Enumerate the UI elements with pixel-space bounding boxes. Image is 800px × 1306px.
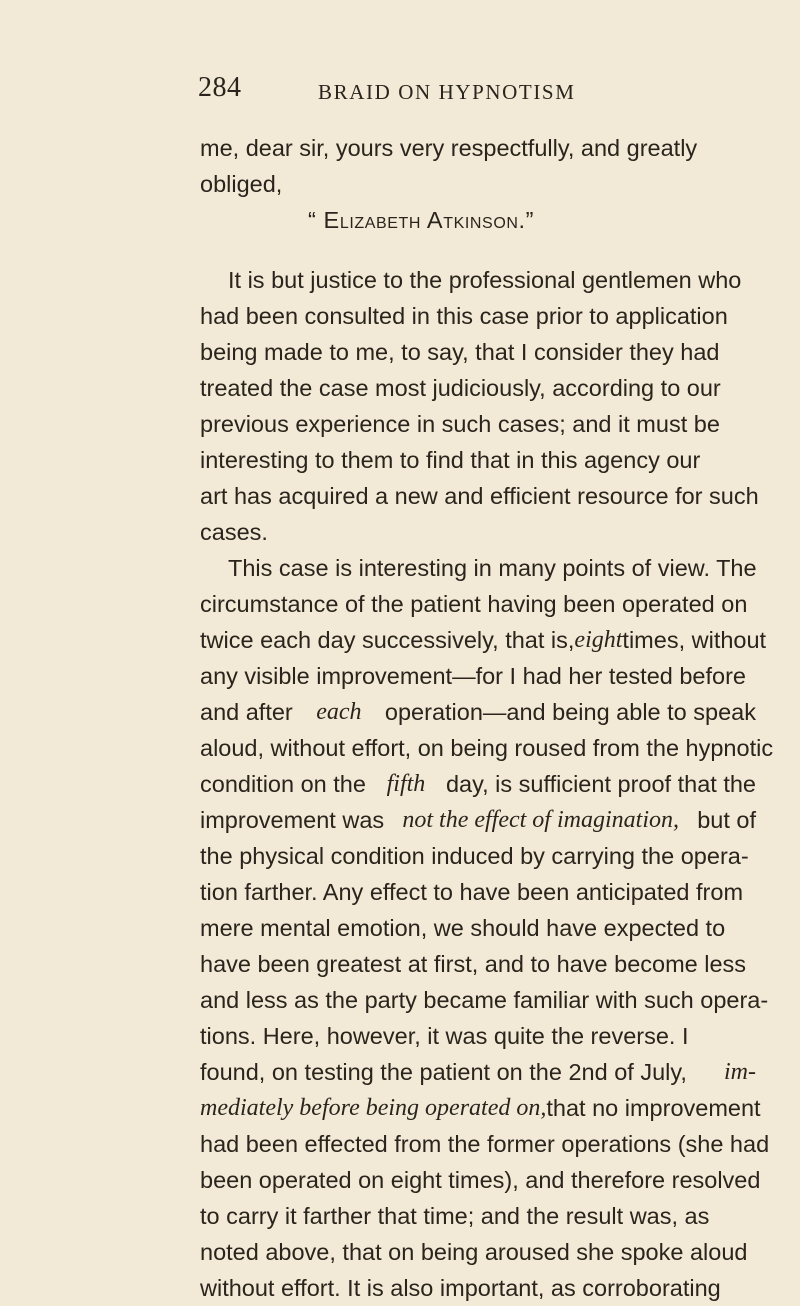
text-line: noted above, that on being aroused she spoke aloud: [200, 1239, 748, 1265]
text-line: It is but justice to the professional gentlemen who: [228, 267, 742, 293]
text-run: and after: [200, 699, 293, 725]
text-run: twice each day successively, that is,: [200, 627, 575, 653]
text-line: the physical condition induced by carrying the opera-: [200, 843, 749, 869]
text-line: mere mental emotion, we should have expected to: [200, 915, 726, 941]
text-line: and less as the party became familiar with such opera-: [200, 987, 769, 1013]
text-line: [200, 622, 767, 658]
text-line: [200, 1090, 761, 1126]
text-line: circumstance of the patient having been operated on: [200, 591, 748, 617]
text-line: previous experience in such cases; and it must be: [200, 411, 720, 437]
text-run: condition on the: [200, 771, 366, 797]
page-header: [0, 72, 800, 112]
italic-text: each: [316, 699, 362, 725]
text-line: obliged,: [200, 171, 283, 197]
text-line: This case is interesting in many points of view. The: [228, 555, 757, 581]
text-line: [200, 766, 756, 802]
italic-text: im-: [724, 1059, 756, 1085]
letter-close: [200, 130, 756, 238]
letter-signature: “ Elizabeth Atkinson.”: [308, 207, 535, 233]
italic-text: fifth: [386, 771, 426, 797]
text-line: been operated on eight times), and therefore resolved: [200, 1167, 761, 1193]
text-line: aloud, without effort, on being roused from the hypnotic: [200, 735, 774, 761]
text-line: tions. Here, however, it was quite the reverse. I: [200, 1023, 689, 1049]
text-line: interesting to them to find that in this agency our: [200, 447, 701, 473]
text-line: cases.: [200, 519, 268, 545]
text-line: had been effected from the former operations (she had: [200, 1131, 770, 1157]
text-run: times, without: [622, 627, 767, 653]
text-line: any visible improvement—for I had her tested before: [200, 663, 746, 689]
text-run: operation—and being able to speak: [384, 699, 756, 725]
running-head: BRAID ON HYPNOTISM: [318, 80, 576, 104]
text-run: day, is sufficient proof that the: [445, 771, 756, 797]
text-line: [200, 694, 756, 730]
page-body: [200, 130, 774, 1306]
text-line: [200, 802, 756, 838]
text-line: treated the case most judiciously, according to our: [200, 375, 721, 401]
text-line: had been consulted in this case prior to application: [200, 303, 728, 329]
text-run: improvement was: [200, 807, 385, 833]
text-line: tion farther. Any effect to have been anticipated from: [200, 879, 744, 905]
paragraph: [200, 262, 759, 550]
page-number: 284: [198, 72, 242, 103]
italic-text: mediately before being operated on,: [200, 1095, 547, 1121]
italic-text: eight: [574, 627, 623, 653]
text-run: but of: [697, 807, 756, 833]
text-line: to carry it farther that time; and the result was, as: [200, 1203, 710, 1229]
paragraph: [200, 550, 774, 1306]
text-line: art has acquired a new and efficient resource for such: [200, 483, 759, 509]
text-line: being made to me, to say, that I consider they had: [200, 339, 720, 365]
text-line: without effort. It is also important, as corroborating: [200, 1275, 721, 1301]
text-run: that no improvement: [546, 1095, 761, 1121]
text-line: have been greatest at first, and to have become less: [200, 951, 747, 977]
text-line: me, dear sir, yours very respectfully, and greatly: [200, 135, 698, 161]
italic-text: not the effect of imagination,: [402, 807, 679, 833]
text-run: found, on testing the patient on the 2nd of July,: [200, 1059, 687, 1085]
text-line: [200, 1054, 756, 1090]
